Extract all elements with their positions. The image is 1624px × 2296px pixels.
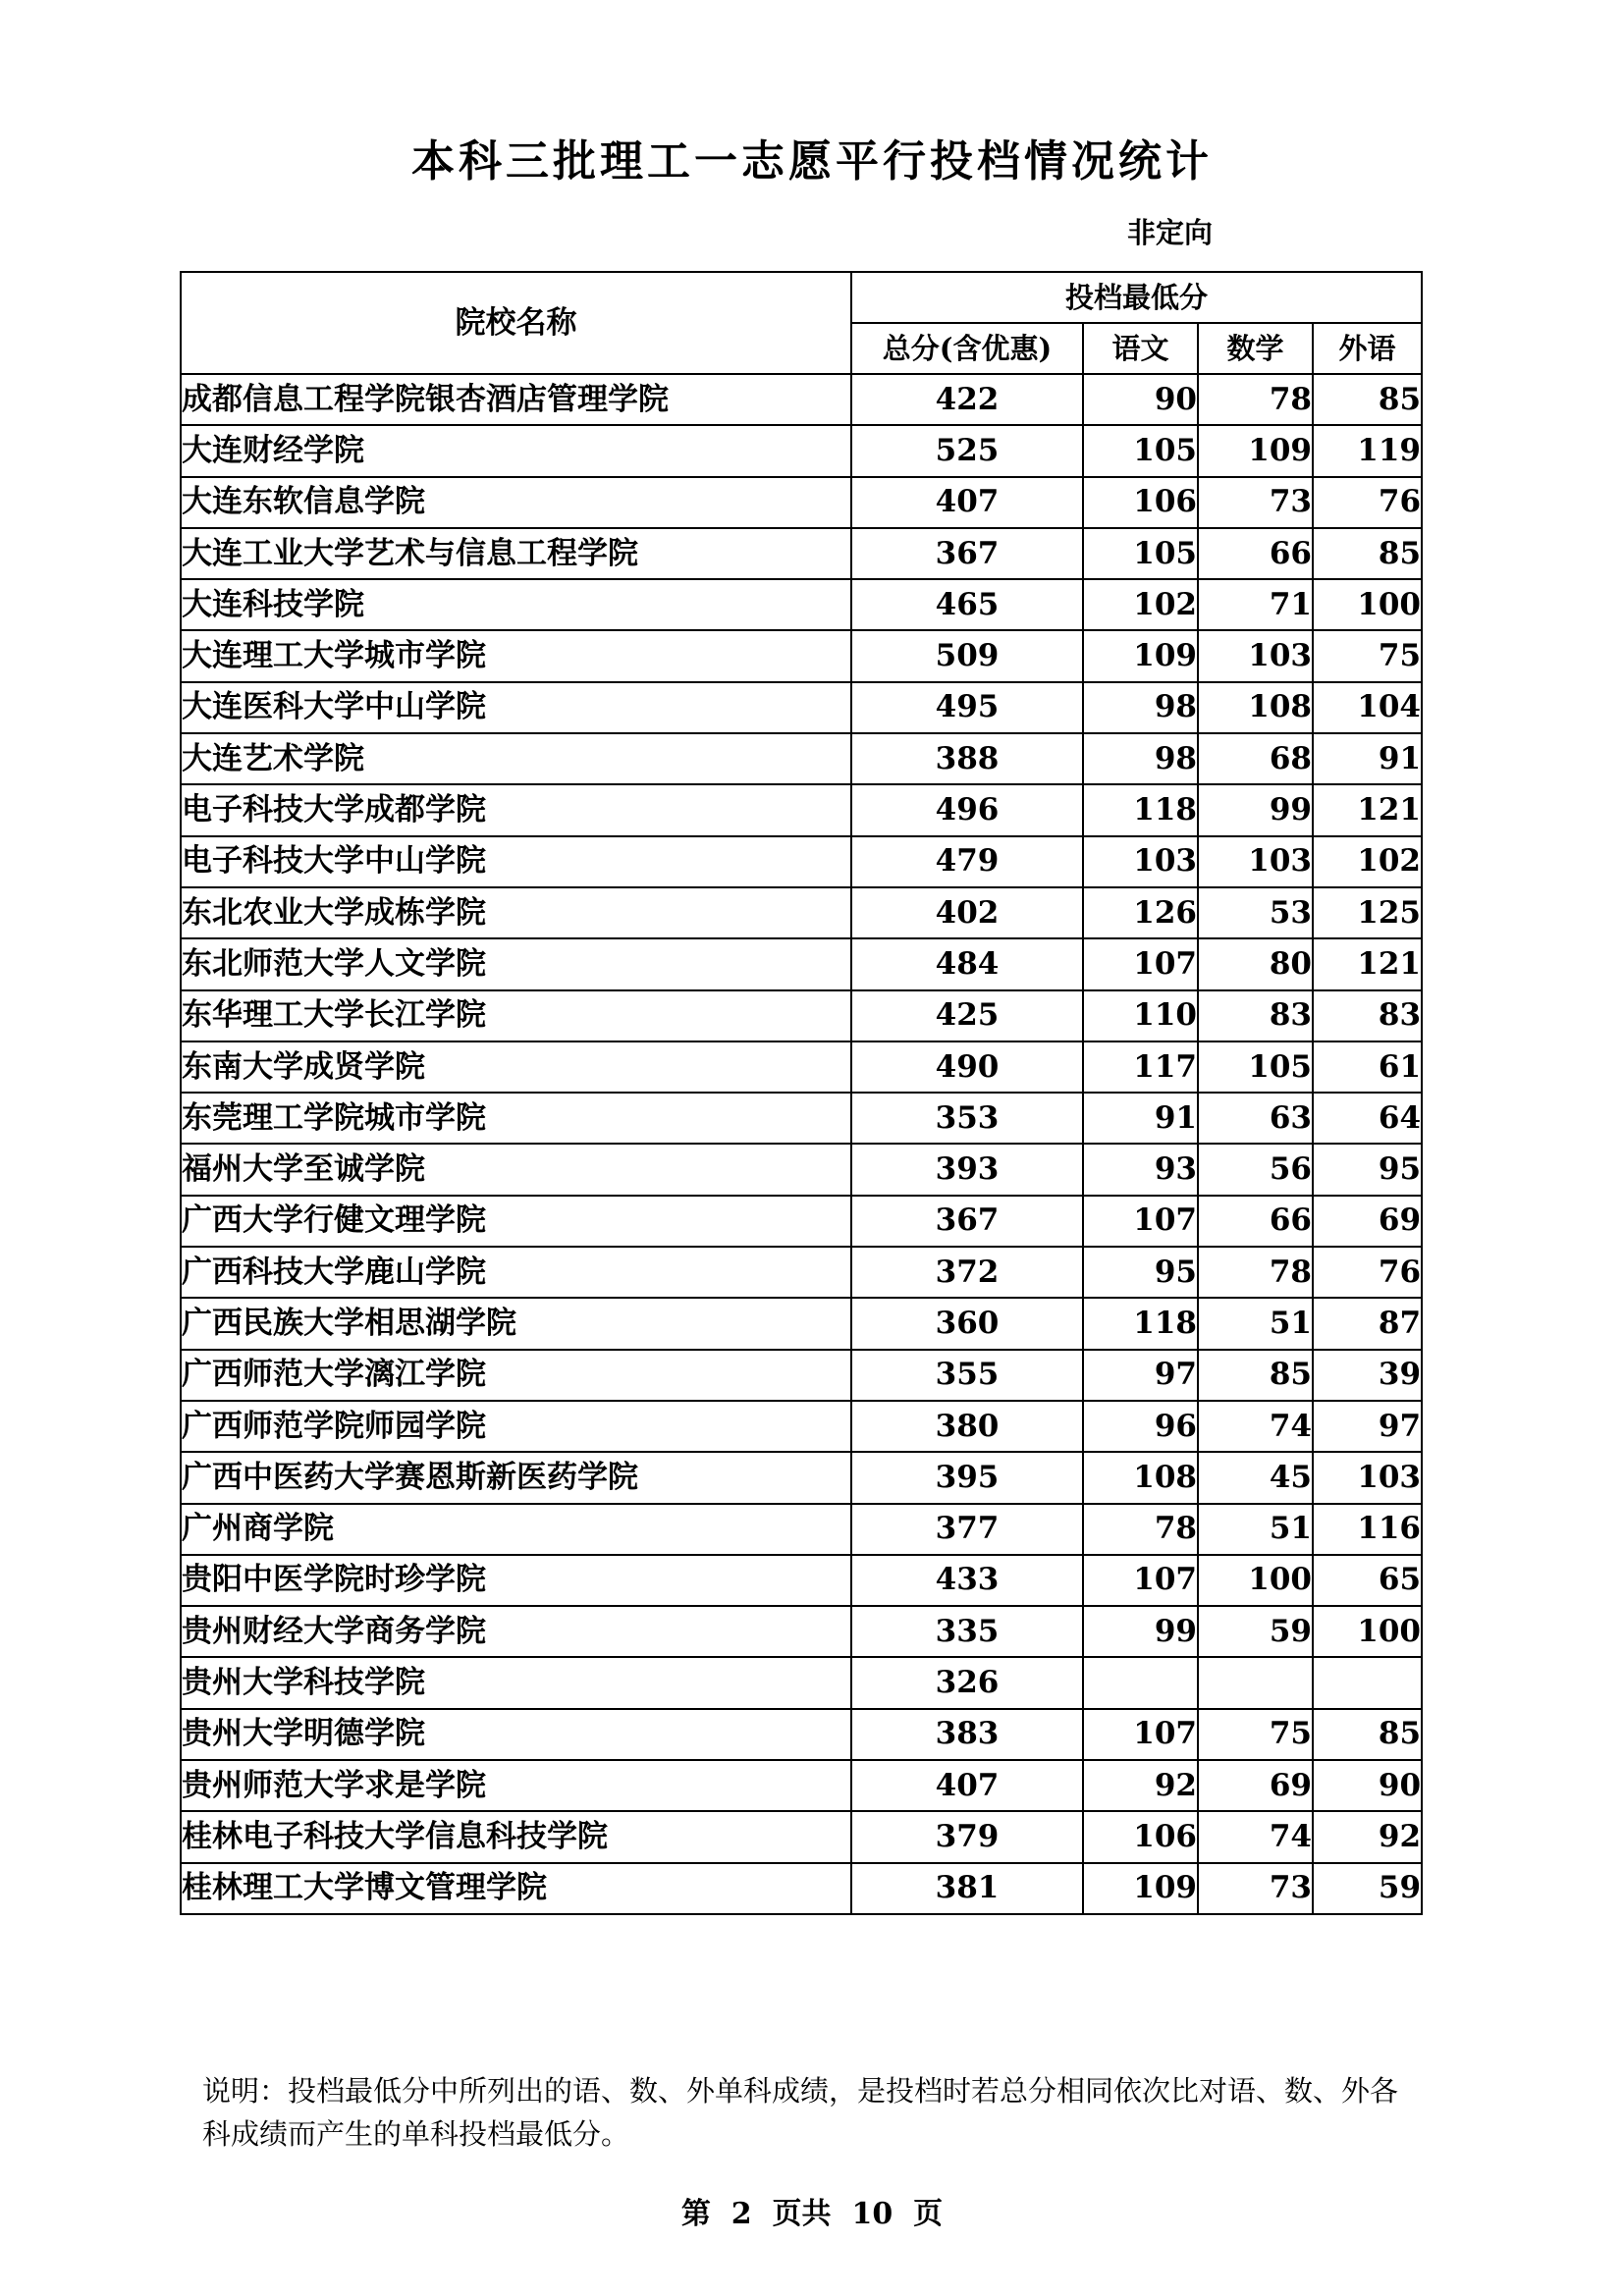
chinese-score-cell: 107: [1083, 1709, 1198, 1760]
math-score-cell: 68: [1198, 733, 1313, 784]
table-row: [181, 630, 1422, 681]
school-name-cell: 广西师范学院师园学院: [181, 1401, 851, 1452]
total-score-cell: 465: [851, 579, 1083, 630]
chinese-score-cell: 108: [1083, 1452, 1198, 1503]
total-score-cell: 496: [851, 784, 1083, 835]
foreign-score-cell: 76: [1313, 1247, 1422, 1298]
table-row: [181, 1093, 1422, 1144]
table-row: [181, 1657, 1422, 1708]
foreign-score-cell: 85: [1313, 374, 1422, 425]
table-row: [181, 1504, 1422, 1555]
header-foreign: 外语: [1313, 323, 1422, 374]
table-row: [181, 1401, 1422, 1452]
total-score-cell: 407: [851, 477, 1083, 528]
foreign-score-cell: 121: [1313, 784, 1422, 835]
total-score-cell: 479: [851, 836, 1083, 887]
school-name-cell: 贵州财经大学商务学院: [181, 1606, 851, 1657]
page-title: 本科三批理工一志愿平行投档情况统计: [411, 136, 1213, 187]
school-name-cell: 大连理工大学城市学院: [181, 630, 851, 681]
foreign-score-cell: 125: [1313, 887, 1422, 938]
table-row: [181, 1196, 1422, 1247]
foreign-score-cell: 102: [1313, 836, 1422, 887]
total-score-cell: 425: [851, 990, 1083, 1041]
chinese-score-cell: 109: [1083, 1863, 1198, 1914]
total-score-cell: 372: [851, 1247, 1083, 1298]
table-row: [181, 1298, 1422, 1349]
total-score-cell: 353: [851, 1093, 1083, 1144]
total-score-cell: 525: [851, 425, 1083, 476]
table-row: [181, 1555, 1422, 1606]
school-name-cell: 贵州大学明德学院: [181, 1709, 851, 1760]
total-score-cell: 377: [851, 1504, 1083, 1555]
total-score-cell: 495: [851, 682, 1083, 733]
category-label: 非定向: [1127, 216, 1214, 249]
foreign-score-cell: 85: [1313, 1709, 1422, 1760]
header-total: 总分(含优惠): [851, 323, 1083, 374]
math-score-cell: 59: [1198, 1606, 1313, 1657]
foreign-score-cell: 64: [1313, 1093, 1422, 1144]
school-name-cell: 东莞理工学院城市学院: [181, 1093, 851, 1144]
table-row: [181, 1606, 1422, 1657]
table-header-row: [181, 272, 1422, 323]
math-score-cell: 69: [1198, 1760, 1313, 1811]
math-score-cell: 74: [1198, 1401, 1313, 1452]
chinese-score-cell: 103: [1083, 836, 1198, 887]
header-min-score-group: 投档最低分: [851, 272, 1422, 323]
math-score-cell: 74: [1198, 1811, 1313, 1862]
chinese-score-cell: 99: [1083, 1606, 1198, 1657]
math-score-cell: 80: [1198, 938, 1313, 989]
foreign-score-cell: 100: [1313, 579, 1422, 630]
math-score-cell: 56: [1198, 1144, 1313, 1195]
total-score-cell: 407: [851, 1760, 1083, 1811]
math-score-cell: 108: [1198, 682, 1313, 733]
school-name-cell: 大连工业大学艺术与信息工程学院: [181, 528, 851, 579]
chinese-score-cell: 126: [1083, 887, 1198, 938]
school-name-cell: 广西大学行健文理学院: [181, 1196, 851, 1247]
school-name-cell: 大连艺术学院: [181, 733, 851, 784]
total-score-cell: 380: [851, 1401, 1083, 1452]
school-name-cell: 成都信息工程学院银杏酒店管理学院: [181, 374, 851, 425]
table-row: [181, 784, 1422, 835]
math-score-cell: 45: [1198, 1452, 1313, 1503]
school-name-cell: 桂林理工大学博文管理学院: [181, 1863, 851, 1914]
school-name-cell: 广西师范大学漓江学院: [181, 1350, 851, 1401]
school-name-cell: 贵州师范大学求是学院: [181, 1760, 851, 1811]
chinese-score-cell: 92: [1083, 1760, 1198, 1811]
school-name-cell: 东北师范大学人文学院: [181, 938, 851, 989]
total-score-cell: 360: [851, 1298, 1083, 1349]
chinese-score-cell: 95: [1083, 1247, 1198, 1298]
table-row: [181, 374, 1422, 425]
table-row: [181, 1760, 1422, 1811]
table-row: [181, 1863, 1422, 1914]
header-math: 数学: [1198, 323, 1313, 374]
explanation-note: 说明：投档最低分中所列出的语、数、外单科成绩，是投档时若总分相同依次比对语、数、外各科成绩而产生的单科投档最低分。: [202, 2074, 1399, 2151]
chinese-score-cell: 105: [1083, 425, 1198, 476]
math-score-cell: 51: [1198, 1504, 1313, 1555]
chinese-score-cell: 107: [1083, 938, 1198, 989]
table-row: [181, 1452, 1422, 1503]
math-score-cell: 99: [1198, 784, 1313, 835]
table-row: [181, 887, 1422, 938]
school-name-cell: 大连医科大学中山学院: [181, 682, 851, 733]
school-name-cell: 广西中医药大学赛恩斯新医药学院: [181, 1452, 851, 1503]
total-score-cell: 367: [851, 1196, 1083, 1247]
school-name-cell: 桂林电子科技大学信息科技学院: [181, 1811, 851, 1862]
table-row: [181, 1709, 1422, 1760]
chinese-score-cell: 107: [1083, 1196, 1198, 1247]
total-score-cell: 393: [851, 1144, 1083, 1195]
school-name-cell: 广西科技大学鹿山学院: [181, 1247, 851, 1298]
foreign-score-cell: 119: [1313, 425, 1422, 476]
school-name-cell: 福州大学至诚学院: [181, 1144, 851, 1195]
math-score-cell: 71: [1198, 579, 1313, 630]
total-score-cell: 422: [851, 374, 1083, 425]
foreign-score-cell: 116: [1313, 1504, 1422, 1555]
total-score-cell: 395: [851, 1452, 1083, 1503]
table-row: [181, 528, 1422, 579]
admission-score-table: [180, 271, 1423, 1915]
math-score-cell: 103: [1198, 836, 1313, 887]
math-score-cell: 51: [1198, 1298, 1313, 1349]
chinese-score-cell: 96: [1083, 1401, 1198, 1452]
chinese-score-cell: 98: [1083, 682, 1198, 733]
math-score-cell: 73: [1198, 477, 1313, 528]
school-name-cell: 广西民族大学相思湖学院: [181, 1298, 851, 1349]
school-name-cell: 贵阳中医学院时珍学院: [181, 1555, 851, 1606]
total-score-cell: 381: [851, 1863, 1083, 1914]
math-score-cell: 73: [1198, 1863, 1313, 1914]
chinese-score-cell: 91: [1083, 1093, 1198, 1144]
foreign-score-cell: 75: [1313, 630, 1422, 681]
math-score-cell: 85: [1198, 1350, 1313, 1401]
chinese-score-cell: 78: [1083, 1504, 1198, 1555]
foreign-score-cell: 39: [1313, 1350, 1422, 1401]
foreign-score-cell: 83: [1313, 990, 1422, 1041]
chinese-score-cell: 98: [1083, 733, 1198, 784]
table-row: [181, 425, 1422, 476]
table-row: [181, 1247, 1422, 1298]
foreign-score-cell: 104: [1313, 682, 1422, 733]
table-row: [181, 1350, 1422, 1401]
chinese-score-cell: 106: [1083, 1811, 1198, 1862]
table-row: [181, 477, 1422, 528]
chinese-score-cell: 110: [1083, 990, 1198, 1041]
foreign-score-cell: [1313, 1657, 1422, 1708]
chinese-score-cell: 97: [1083, 1350, 1198, 1401]
total-score-cell: 490: [851, 1041, 1083, 1093]
chinese-score-cell: 93: [1083, 1144, 1198, 1195]
table-row: [181, 938, 1422, 989]
table-row: [181, 733, 1422, 784]
chinese-score-cell: 90: [1083, 374, 1198, 425]
foreign-score-cell: 76: [1313, 477, 1422, 528]
school-name-cell: 东华理工大学长江学院: [181, 990, 851, 1041]
chinese-score-cell: [1083, 1657, 1198, 1708]
foreign-score-cell: 103: [1313, 1452, 1422, 1503]
math-score-cell: 100: [1198, 1555, 1313, 1606]
chinese-score-cell: 102: [1083, 579, 1198, 630]
total-score-cell: 355: [851, 1350, 1083, 1401]
math-score-cell: 83: [1198, 990, 1313, 1041]
chinese-score-cell: 107: [1083, 1555, 1198, 1606]
math-score-cell: 103: [1198, 630, 1313, 681]
total-score-cell: 383: [851, 1709, 1083, 1760]
school-name-cell: 大连财经学院: [181, 425, 851, 476]
foreign-score-cell: 59: [1313, 1863, 1422, 1914]
table-row: [181, 1144, 1422, 1195]
foreign-score-cell: 100: [1313, 1606, 1422, 1657]
math-score-cell: 109: [1198, 425, 1313, 476]
school-name-cell: 电子科技大学成都学院: [181, 784, 851, 835]
foreign-score-cell: 95: [1313, 1144, 1422, 1195]
total-score-cell: 379: [851, 1811, 1083, 1862]
school-name-cell: 大连科技学院: [181, 579, 851, 630]
chinese-score-cell: 105: [1083, 528, 1198, 579]
school-name-cell: 广州商学院: [181, 1504, 851, 1555]
math-score-cell: 78: [1198, 374, 1313, 425]
foreign-score-cell: 121: [1313, 938, 1422, 989]
foreign-score-cell: 87: [1313, 1298, 1422, 1349]
total-score-cell: 335: [851, 1606, 1083, 1657]
foreign-score-cell: 91: [1313, 733, 1422, 784]
foreign-score-cell: 69: [1313, 1196, 1422, 1247]
chinese-score-cell: 109: [1083, 630, 1198, 681]
header-school: 院校名称: [181, 272, 851, 374]
math-score-cell: 78: [1198, 1247, 1313, 1298]
school-name-cell: 东南大学成贤学院: [181, 1041, 851, 1093]
page-number: 第 2 页共 10 页: [680, 2197, 944, 2231]
foreign-score-cell: 65: [1313, 1555, 1422, 1606]
total-score-cell: 402: [851, 887, 1083, 938]
school-name-cell: 大连东软信息学院: [181, 477, 851, 528]
chinese-score-cell: 118: [1083, 1298, 1198, 1349]
table-row: [181, 990, 1422, 1041]
table-row: [181, 579, 1422, 630]
header-chinese: 语文: [1083, 323, 1198, 374]
table-row: [181, 1811, 1422, 1862]
math-score-cell: 66: [1198, 528, 1313, 579]
table-row: [181, 1041, 1422, 1093]
total-score-cell: 388: [851, 733, 1083, 784]
math-score-cell: 105: [1198, 1041, 1313, 1093]
foreign-score-cell: 61: [1313, 1041, 1422, 1093]
school-name-cell: 东北农业大学成栋学院: [181, 887, 851, 938]
chinese-score-cell: 117: [1083, 1041, 1198, 1093]
foreign-score-cell: 90: [1313, 1760, 1422, 1811]
math-score-cell: 66: [1198, 1196, 1313, 1247]
foreign-score-cell: 92: [1313, 1811, 1422, 1862]
foreign-score-cell: 85: [1313, 528, 1422, 579]
total-score-cell: 367: [851, 528, 1083, 579]
table-row: [181, 682, 1422, 733]
table-row: [181, 836, 1422, 887]
math-score-cell: [1198, 1657, 1313, 1708]
school-name-cell: 电子科技大学中山学院: [181, 836, 851, 887]
chinese-score-cell: 118: [1083, 784, 1198, 835]
chinese-score-cell: 106: [1083, 477, 1198, 528]
total-score-cell: 433: [851, 1555, 1083, 1606]
total-score-cell: 509: [851, 630, 1083, 681]
total-score-cell: 484: [851, 938, 1083, 989]
total-score-cell: 326: [851, 1657, 1083, 1708]
math-score-cell: 75: [1198, 1709, 1313, 1760]
math-score-cell: 63: [1198, 1093, 1313, 1144]
school-name-cell: 贵州大学科技学院: [181, 1657, 851, 1708]
math-score-cell: 53: [1198, 887, 1313, 938]
foreign-score-cell: 97: [1313, 1401, 1422, 1452]
